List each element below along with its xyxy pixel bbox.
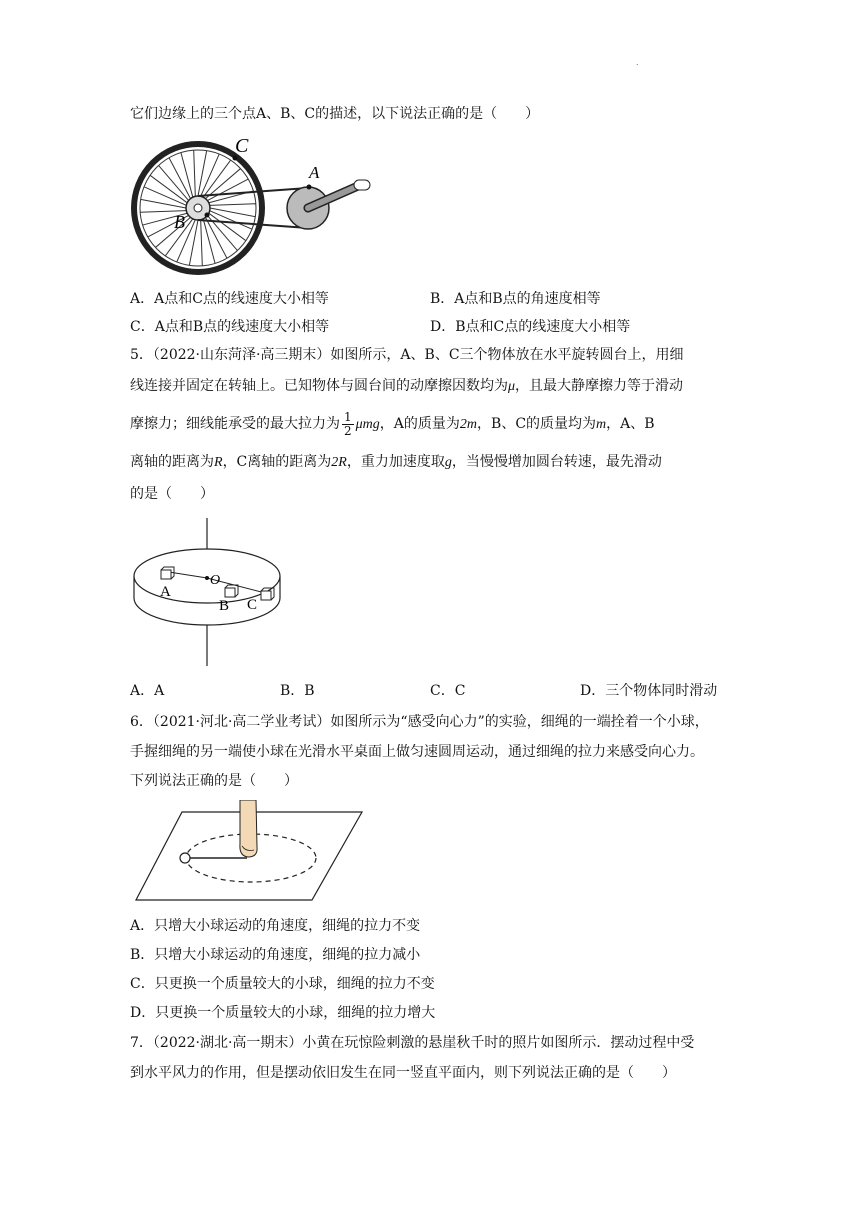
label-c: C <box>235 136 249 157</box>
point-b-marker <box>205 213 210 218</box>
q5-stem-line2: 线连接并固定在转轴上。已知物体与圆台间的动摩擦因数均为μ，且最大静摩擦力等于滑动 <box>130 378 684 394</box>
q4-option-b[interactable]: B．A点和B点的角速度相等 <box>430 291 601 307</box>
q7-stem-line2: 到水平风力的作用，但是摆动依旧发生在同一竖直平面内，则下列说法正确的是（ ） <box>130 1065 676 1081</box>
hand <box>240 800 257 857</box>
q6-stem-line2: 手握细绳的另一端使小球在光滑水平桌面上做匀速圆周运动，通过细绳的拉力来感受向心力。 <box>130 744 704 760</box>
wheel-spoke <box>210 208 255 217</box>
q5-option-b[interactable]: B．B <box>280 683 315 699</box>
wheel-spoke <box>210 211 252 230</box>
label-c: C <box>247 597 258 613</box>
centripetal-force-figure <box>134 800 364 906</box>
q4-option-a[interactable]: A．A点和C点的线速度大小相等 <box>130 291 329 307</box>
wheel-spoke <box>181 153 193 198</box>
q4-option-c[interactable]: C．A点和B点的线速度大小相等 <box>130 319 330 335</box>
wheel-spoke <box>203 160 230 197</box>
q6-option-b[interactable]: B．只增大小球运动的角速度，细绳的拉力减小 <box>130 947 421 963</box>
wheel-spoke <box>201 154 220 196</box>
page-dot: . <box>636 58 639 67</box>
wheel-spoke <box>203 219 215 264</box>
bicycle-wheel-figure <box>128 136 388 276</box>
q4-option-d[interactable]: D．B点和C点的线速度大小相等 <box>430 319 631 335</box>
q6-option-c[interactable]: C．只更换一个质量较大的小球，细绳的拉力不变 <box>130 976 435 992</box>
wheel-spoke <box>189 220 198 265</box>
rear-wheel <box>134 144 262 272</box>
wheel-spoke <box>144 187 186 206</box>
q5-stem-line4: 离轴的距离为R，C离轴的距离为2R，重力加速度取g，当慢慢增加圆台转速，最先滑动 <box>130 454 662 470</box>
q5-option-c[interactable]: C．C <box>430 683 466 699</box>
wheel-spoke <box>210 204 256 206</box>
q7-stem-line1: 7．（2022·湖北·高一期末）小黄在玩惊险刺激的悬崖秋千时的照片如图所示．摆动过程中受 <box>130 1035 695 1051</box>
wheel-spoke <box>141 199 186 208</box>
label-o: O <box>210 573 221 588</box>
label-a: A <box>309 163 320 182</box>
q5-stem-line3: 摩擦力；细线能承受的最大拉力为 $\frac{1}{2}$ μmg，A的质量为2m，B、C的质量均为m，A、B <box>130 409 655 438</box>
label-b: B <box>174 212 185 232</box>
q6-option-d[interactable]: D．只更换一个质量较大的小球，细绳的拉力增大 <box>130 1005 436 1021</box>
wheel-spoke <box>198 151 207 196</box>
wheel-spoke <box>201 220 203 266</box>
q4-stem-end: 它们边缘上的三个点A、B、C的描述，以下说法正确的是（ ） <box>130 106 540 122</box>
q6-stem-line1: 6．（2021·河北·高二学业考试）如图所示为“感受向心力”的实验，细绳的一端拴着一个小球， <box>130 714 709 730</box>
q6-stem-line3: 下列说法正确的是（ ） <box>130 773 298 789</box>
label-a: A <box>160 584 171 600</box>
wheel-spoke <box>150 175 187 202</box>
fraction-one-half: $\frac{1}{2}$ <box>344 409 352 438</box>
label-b: B <box>219 598 230 614</box>
q6-option-a[interactable]: A．只增大小球运动的角速度，细绳的拉力不变 <box>130 918 421 934</box>
turntable-figure <box>128 514 288 670</box>
wheel-spoke <box>209 213 246 240</box>
q5-stem-line1: 5．（2022·山东菏泽·高三期末）如图所示，A、B、C三个物体放在水平旋转圆台上，用细 <box>130 347 684 363</box>
wheel-spoke <box>194 150 196 196</box>
q5-option-a[interactable]: A．A <box>130 683 165 699</box>
ball <box>180 853 190 863</box>
point-a-marker <box>307 185 312 190</box>
q5-stem-line5: 的是（ ） <box>130 486 214 502</box>
q5-option-d[interactable]: D．三个物体同时滑动 <box>580 683 718 699</box>
